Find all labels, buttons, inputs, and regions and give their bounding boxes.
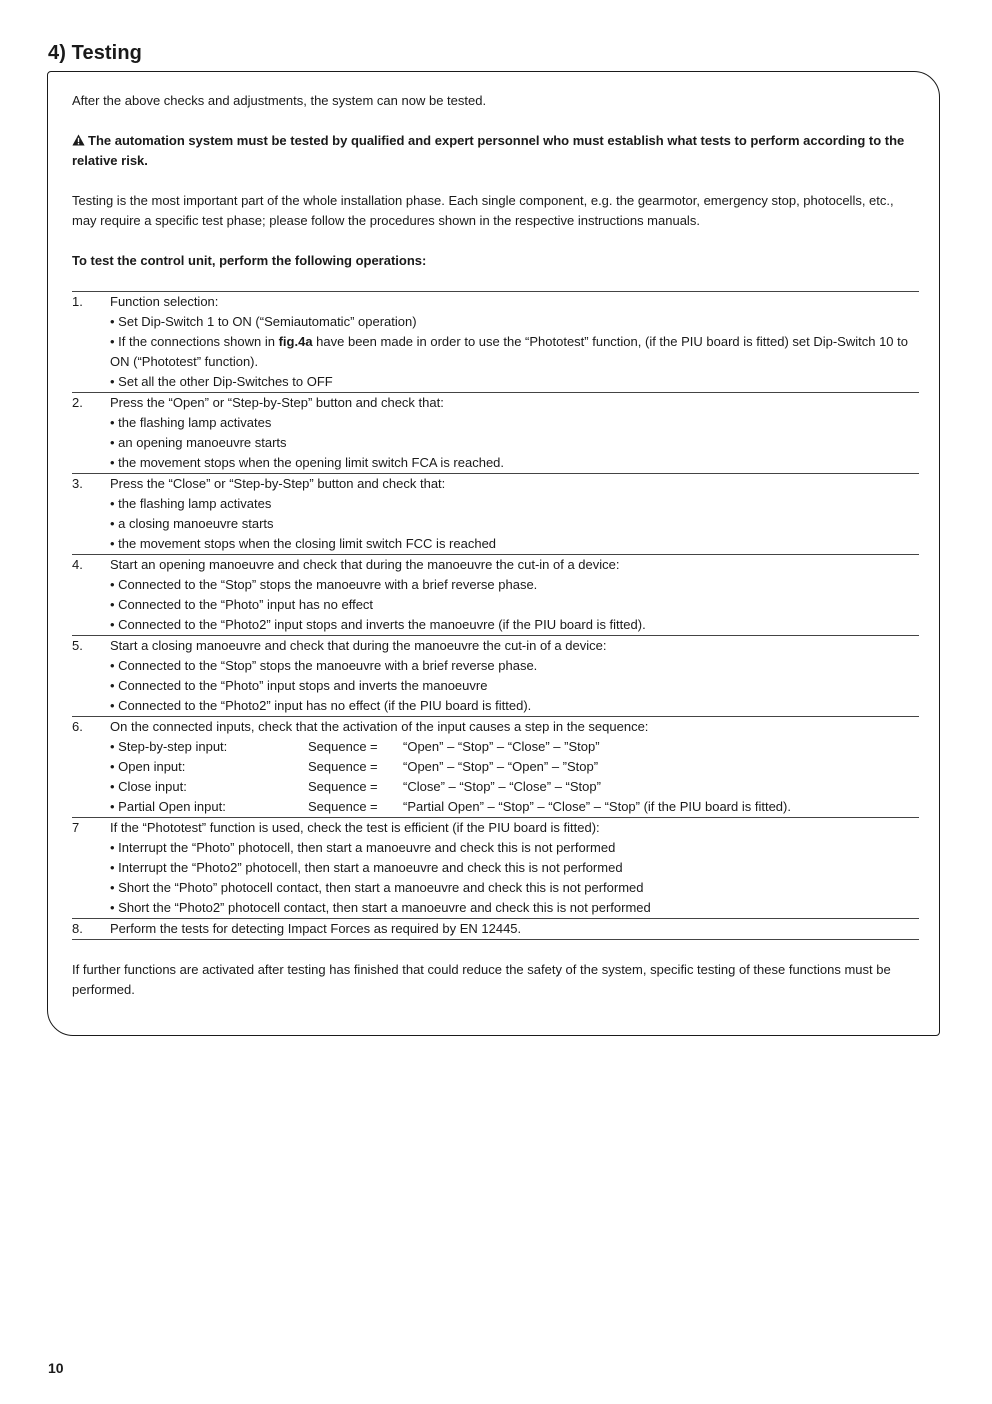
test-step [72,636,919,717]
step-body [110,818,919,918]
step-text: Function selection: [110,294,219,309]
intro-text: After the above checks and adjustments, the system can now be tested. [72,93,487,108]
step-body [110,919,919,939]
step-bullet: • Connected to the “Photo2” input stops and inverts the manoeuvre (if the PIU board is fitted). [110,617,646,632]
sequence-equals: = [370,739,378,754]
step-body [110,555,919,635]
step-text: If the “Phototest” function is used, check the test is efficient (if the PIU board is fitted): [110,820,600,835]
test-steps-list [72,291,919,940]
bullet-fig-post: have been made in order to use the “Phototest” function, (if the PIU board is fitted) set Dip-Switch 10 to ON (“Phototest” function). [110,334,908,369]
step-body [110,393,919,473]
test-step [72,393,919,474]
step-bullet: • an opening manoeuvre starts [110,435,287,450]
step-bullet: • Connected to the “Stop” stops the manoeuvre with a brief reverse phase. [110,658,538,673]
sequence-equals: = [370,779,378,794]
testing-description: Testing is the most important part of the whole installation phase. Each single component, e.g. the gearmotor, emergency stop, photocells, etc., may require a specific test phase; please follow the procedures shown in the respective instructions manuals. [72,193,894,228]
step-bullet: • the movement stops when the closing limit switch FCC is reached [110,536,497,551]
step-bullet: • Interrupt the “Photo” photocell, then start a manoeuvre and check this is not performed [110,840,616,855]
sequence-value: “Partial Open” – “Stop” – “Close” – “Stop” (if the PIU board is fitted). [403,799,791,814]
step-bullet: • Short the “Photo2” photocell contact, then start a manoeuvre and check this is not performed [110,900,651,915]
warning-triangle-icon [72,134,85,146]
sequence-label: Sequence [308,779,367,794]
step-bullet: • Connected to the “Photo” input stops and inverts the manoeuvre [110,678,488,693]
test-step [72,717,919,818]
step-bullet-fig [110,332,919,372]
step-text: Start an opening manoeuvre and check that during the manoeuvre the cut-in of a device: [110,557,620,572]
sequence-input-name: • Open input: [110,759,186,774]
step-text: Press the “Close” or “Step-by-Step” button and check that: [110,476,446,491]
page-number: 10 [48,1360,64,1376]
test-step [72,474,919,555]
step-number: 8. [72,921,83,936]
sequence-equals: = [370,799,378,814]
step-text: On the connected inputs, check that the activation of the input causes a step in the sequence: [110,719,649,734]
sequence-row [110,757,919,777]
step-text: Press the “Open” or “Step-by-Step” button and check that: [110,395,444,410]
sequence-row [110,797,919,817]
closing-text: If further functions are activated after testing has finished that could reduce the safety of the system, specific testing of these functions must be performed. [72,962,891,997]
step-body [110,636,919,716]
sequence-equals: = [370,759,378,774]
step-number: 3. [72,476,83,491]
test-step [72,555,919,636]
sequence-row [110,777,919,797]
sequence-value: “Close” – “Stop” – “Close” – “Stop” [403,779,601,794]
sequence-row [110,737,919,757]
step-bullet: • Connected to the “Photo2” input has no effect (if the PIU board is fitted). [110,698,532,713]
step-number: 6. [72,719,83,734]
testing-content [72,91,919,1020]
sequence-value: “Open” – “Stop” – “Open” – ”Stop” [403,759,599,774]
figure-reference: fig.4a [278,334,313,349]
sequence-value: “Open” – “Stop” – “Close” – ”Stop” [403,739,600,754]
bullet-fig-pre: • If the connections shown in [110,334,279,349]
operations-heading: To test the control unit, perform the following operations: [72,253,427,268]
warning-text: The automation system must be tested by qualified and expert personnel who must establish what tests to perform according to the relative risk. [72,133,905,168]
step-number: 5. [72,638,83,653]
step-body [110,717,919,817]
step-bullet: • the flashing lamp activates [110,415,272,430]
sequence-input-name: • Partial Open input: [110,799,226,814]
step-number: 2. [72,395,83,410]
step-bullet: • Set all the other Dip-Switches to OFF [110,374,333,389]
step-bullet: • the movement stops when the opening limit switch FCA is reached. [110,455,505,470]
step-bullet: • a closing manoeuvre starts [110,516,274,531]
step-body [110,292,919,392]
step-number: 7 [72,820,80,835]
step-bullet: • Connected to the “Photo” input has no effect [110,597,374,612]
step-number: 4. [72,557,83,572]
test-step [72,292,919,393]
step-text: Start a closing manoeuvre and check that during the manoeuvre the cut-in of a device: [110,638,607,653]
step-bullet: • Short the “Photo” photocell contact, then start a manoeuvre and check this is not performed [110,880,644,895]
sequence-input-name: • Close input: [110,779,187,794]
warning-note [72,131,919,171]
step-bullet: • the flashing lamp activates [110,496,272,511]
step-bullet: • Connected to the “Stop” stops the manoeuvre with a brief reverse phase. [110,577,538,592]
step-number: 1. [72,294,83,309]
page-title: 4) Testing [48,42,142,64]
step-bullet: • Set Dip-Switch 1 to ON (“Semiautomatic” operation) [110,314,417,329]
test-step [72,818,919,919]
step-text: Perform the tests for detecting Impact Forces as required by EN 12445. [110,921,522,936]
step-bullet: • Interrupt the “Photo2” photocell, then start a manoeuvre and check this is not performed [110,860,623,875]
test-step [72,919,919,940]
sequence-label: Sequence [308,739,367,754]
sequence-label: Sequence [308,759,367,774]
sequence-input-name: • Step-by-step input: [110,739,228,754]
sequence-label: Sequence [308,799,367,814]
step-body [110,474,919,554]
